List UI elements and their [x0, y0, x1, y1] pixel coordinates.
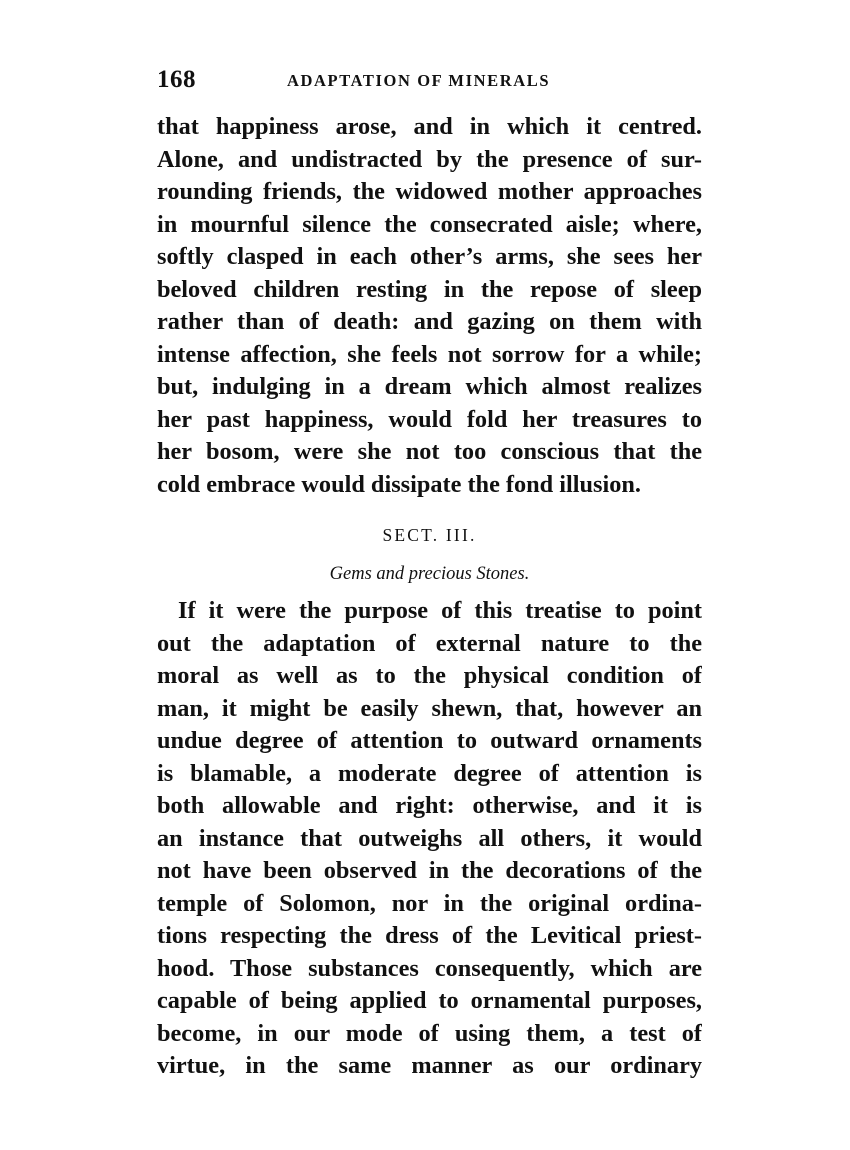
- paragraph-gems: [157, 595, 702, 1083]
- text-line: but, indulging in a dream which almost realizes: [157, 373, 702, 400]
- text-line: not have been observed in the decorations of the: [157, 857, 702, 884]
- text-line: man, it might be easily shewn, that, however an: [157, 694, 702, 722]
- running-title: ADAPTATION OF MINERALS: [287, 71, 551, 90]
- text-line: her past happiness, would fold her treasures to: [157, 405, 702, 433]
- text-line: cold embrace would dissipate the fond illusion.: [157, 470, 641, 498]
- text-line: her bosom, were she not too conscious that the: [157, 438, 702, 465]
- text-line: beloved children resting in the repose of sleep: [157, 275, 702, 303]
- text-line: virtue, in the same manner as our ordinary: [157, 1052, 702, 1079]
- text-line: undue degree of attention to outward ornaments: [157, 727, 702, 754]
- text-line: in mournful silence the consecrated aisle; where,: [157, 210, 702, 238]
- text-line: capable of being applied to ornamental purposes,: [157, 987, 702, 1014]
- text-line: softly clasped in each other’s arms, she sees her: [157, 243, 702, 270]
- text-line: Alone, and undistracted by the presence of sur-: [157, 145, 702, 173]
- text-line: out the adaptation of external nature to the: [157, 629, 702, 657]
- section-subtitle: Gems and precious Stones.: [329, 564, 530, 584]
- text-line: that happiness arose, and in which it centred.: [157, 113, 702, 140]
- text-line: become, in our mode of using them, a test of: [157, 1019, 702, 1047]
- text-line: If it were the purpose of this treatise to point: [178, 597, 702, 624]
- text-line: moral as well as to the physical condition of: [157, 662, 702, 689]
- text-line: tions respecting the dress of the Levitical priest-: [157, 922, 702, 949]
- running-head: [157, 66, 702, 96]
- text-line: hood. Those substances consequently, which are: [157, 954, 702, 982]
- text-line: is blamable, a moderate degree of attention is: [157, 759, 702, 787]
- text-line: both allowable and right: otherwise, and it is: [157, 792, 702, 819]
- text-line: temple of Solomon, nor in the original ordina-: [157, 889, 702, 917]
- text-line: rounding friends, the widowed mother approaches: [157, 178, 702, 205]
- section-heading: SECT. III.: [382, 525, 477, 545]
- paragraph-continued: [157, 111, 702, 501]
- text-line: an instance that outweighs all others, it would: [157, 824, 702, 852]
- text-line: rather than of death: and gazing on them with: [157, 308, 702, 335]
- text-line: intense affection, she feels not sorrow for a while;: [157, 340, 702, 368]
- page-number: 168: [157, 66, 196, 93]
